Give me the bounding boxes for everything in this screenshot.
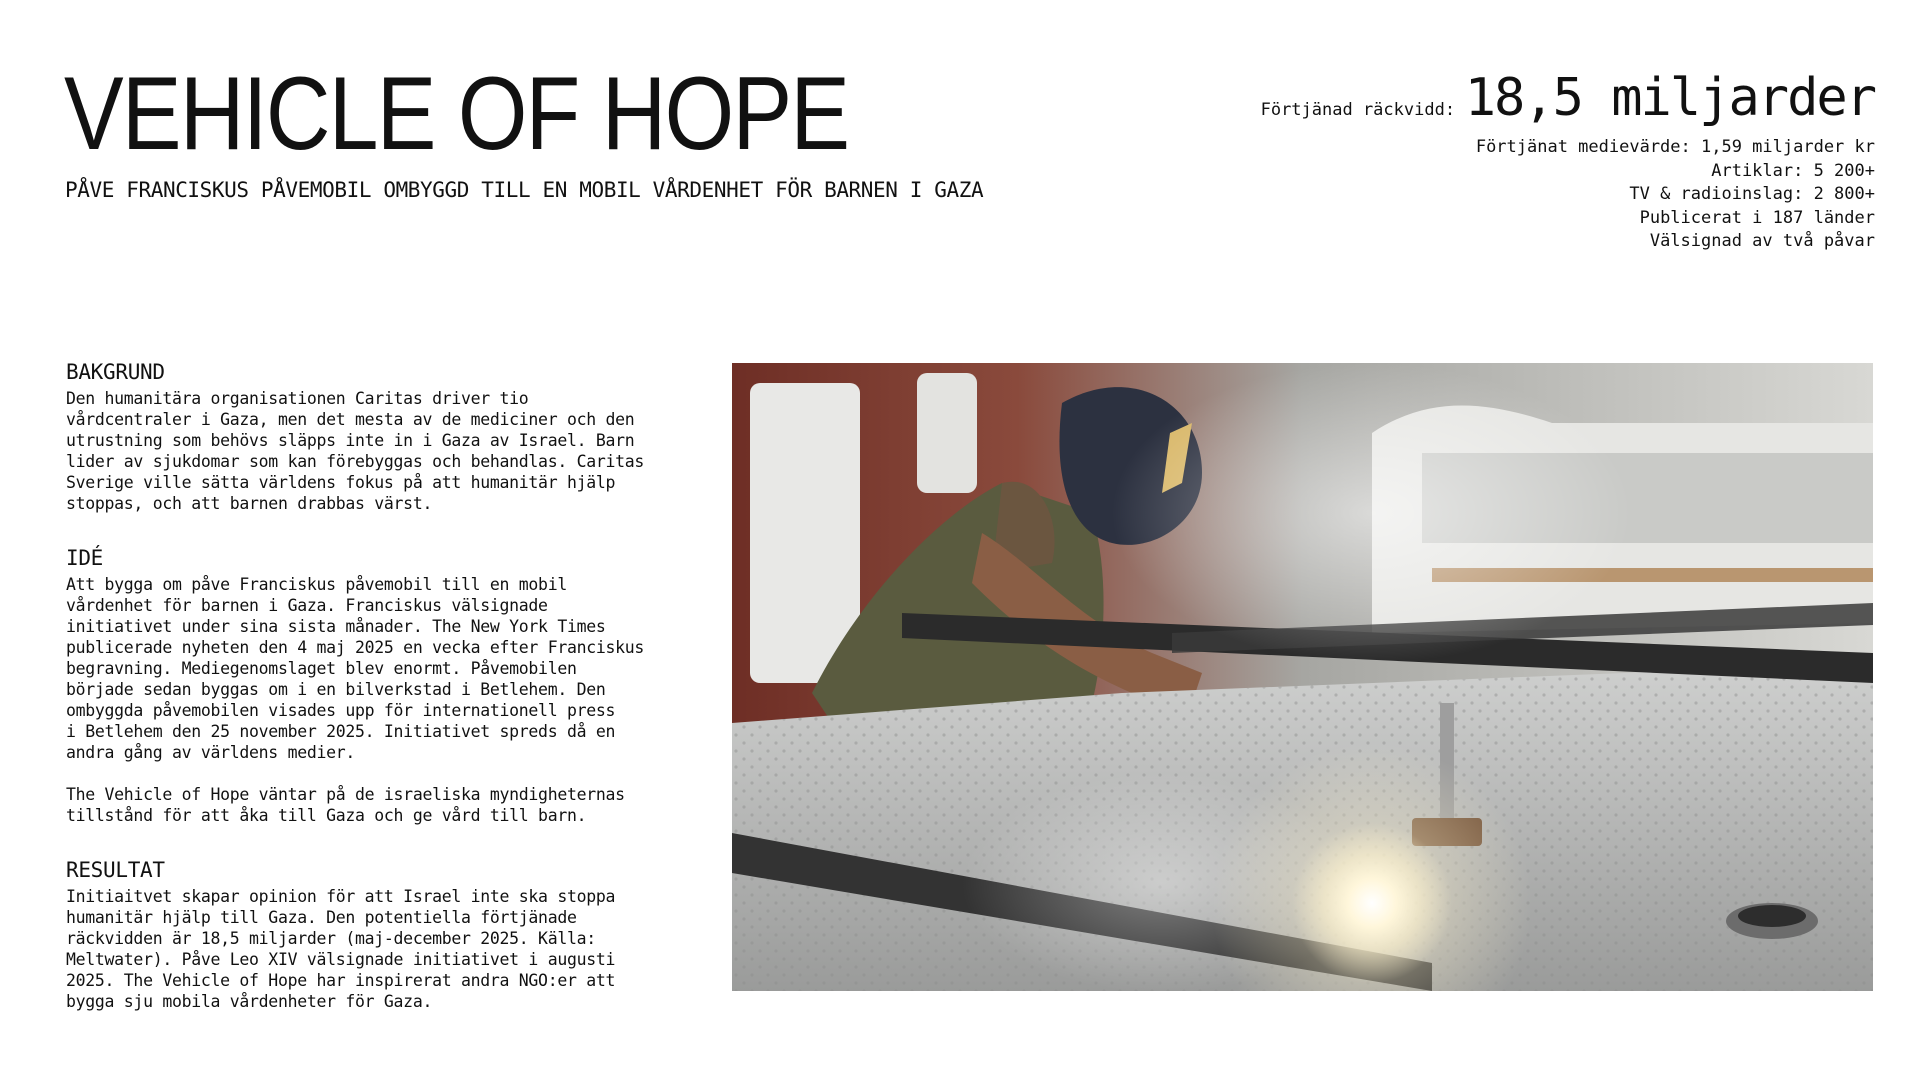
stat-articles: Artiklar: 5 200+ [1711,160,1875,181]
section-paragraph: Initiaitvet skapar opinion för att Israel inte ska stoppa humanitär hjälp till Gaza. Den potentiella förtjänade räckvidden är 18,5 miljarder (maj-december 2025. Källa: Meltwater). Påve Leo XIV välsignade initiativet i augusti 2025. The Vehicle of Hope har inspirerat andra NGO:er att bygga sju mobila vårdenheter för Gaza. [66,887,616,1011]
section-paragraph: The Vehicle of Hope väntar på de israeliska myndigheternas tillstånd för att åka till Gaza och ge vård till barn. [66,785,625,825]
section-paragraph: Den humanitära organisationen Caritas driver tio vårdcentraler i Gaza, men det mesta av de mediciner och den utrustning som behövs släpps inte in i Gaza av Israel. Barn lider av sjukdomar som kan förebyggas och behandlas. Caritas Sverige ville sätta världens fokus på att humanitär hjälp stoppas, och att barnen drabbas värst. [66,389,645,513]
reach-value: 18,5 miljarder [1464,68,1875,128]
section-paragraph: Att bygga om påve Franciskus påvemobil till en mobil vårdenhet för barnen i Gaza. Franciskus välsignade initiativet under sina sista månader. The New York Times publicerade nyheten den 4 maj 2025 en vecka efter Franciskus begravning. Mediegenomslaget blev enormt. Påvemobilen började sedan byggas om i en bilverkstad i Betlehem. Den ombyggda påvemobilen visades upp för internationell press i Betlehem den 25 november 2025. Initiativet spreds då en andra gång av världens medier. [66,575,645,762]
section-heading: RESULTAT [66,858,165,882]
welder-photo [732,363,1873,991]
section-bakgrund [66,360,686,514]
stat-media-value: Förtjänat medievärde: 1,59 miljarder kr [1475,137,1875,157]
stat-countries: Publicerat i 187 länder [1639,207,1875,228]
text-column [66,360,686,1044]
reach-row [1260,68,1875,128]
page-subtitle: PÅVE FRANCISKUS PÅVEMOBIL OMBYGGD TILL EN MOBIL VÅRDENHET FÖR BARNEN I GAZA [65,178,984,202]
stat-lines [1261,136,1875,254]
welder-photo-illustration [732,363,1873,991]
section-heading: BAKGRUND [66,360,165,384]
reach-label: Förtjänad räckvidd: [1260,100,1456,120]
stats-panel [1260,68,1875,254]
stat-tv-radio: TV & radioinslag: 2 800+ [1629,184,1875,204]
page-title: VEHICLE OF HOPE [64,56,849,172]
section-ide [66,546,686,826]
section-heading: IDÉ [66,546,104,570]
stat-blessed: Välsignad av två påvar [1649,231,1875,251]
section-resultat [66,858,686,1012]
